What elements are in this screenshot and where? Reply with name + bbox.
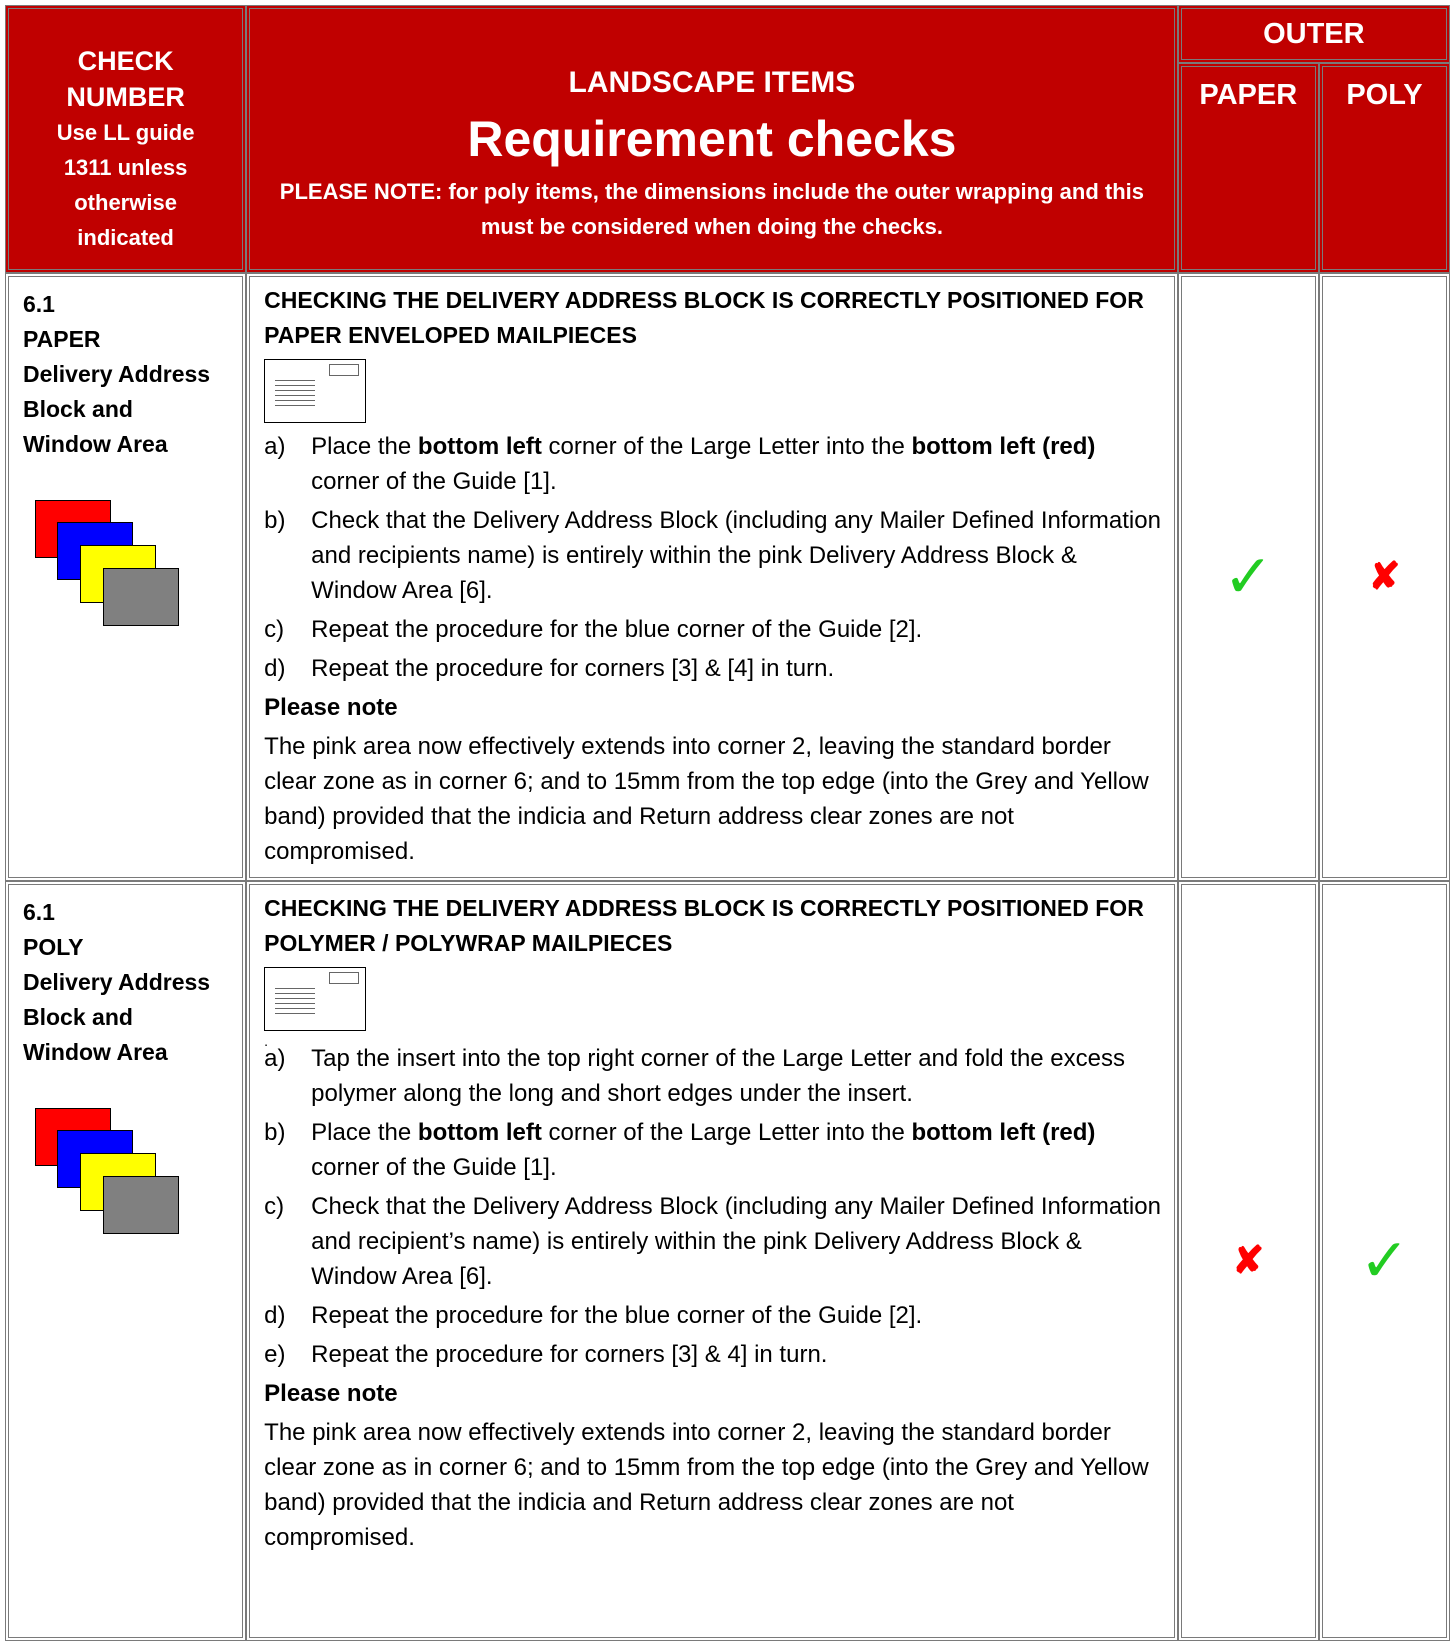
step-item: [264, 1189, 1161, 1294]
step-label: b): [264, 1119, 286, 1146]
poly-result-cell: [1319, 273, 1450, 881]
check-number-line: PAPER: [23, 326, 101, 352]
step-label: a): [264, 1045, 286, 1072]
step-text: Repeat the procedure for corners [3] & [4] in turn.: [311, 655, 835, 682]
step-item: [264, 651, 1161, 686]
check-number-note-line: 1311 unless: [63, 155, 188, 180]
header-main: [246, 5, 1177, 273]
check-number-cell: [5, 273, 246, 881]
envelope-thumbnail-icon: [264, 967, 366, 1031]
check-number-cell: [5, 881, 246, 1641]
step-item: [264, 1115, 1161, 1185]
check-number-line: Window Area: [23, 1039, 168, 1065]
step-text: Repeat the procedure for the blue corner of the Guide [2].: [311, 616, 923, 643]
check-number-line: POLY: [23, 934, 84, 960]
requirement-heading: CHECKING THE DELIVERY ADDRESS BLOCK IS CORRECTLY POSITIONED FOR PAPER ENVELOPED MAILPIECES: [264, 287, 1144, 348]
step-text: Tap the insert into the top right corner of the Large Letter and fold the excess polymer along the long and short edges under the insert.: [311, 1045, 1126, 1107]
step-text: corner of the Large Letter into the: [541, 1119, 912, 1146]
requirement-cell: [246, 881, 1177, 1641]
step-item: [264, 612, 1161, 647]
step-text: Check that the Delivery Address Block (including any Mailer Defined Information and recipients name) is entirely within the pink Delivery Address Block & Window Area [6].: [311, 507, 1161, 604]
guide-corners-icon: [35, 1108, 195, 1248]
check-number-note-line: otherwise: [74, 190, 177, 215]
step-label: a): [264, 433, 286, 460]
please-note-text: The pink area now effectively extends into corner 2, leaving the standard border clear zone as in corner 6; and to 15mm from the top edge (into the Grey and Yellow band) provided that the indicia and Return address clear zones are not compromised.: [264, 1419, 1149, 1551]
header-check-number: [5, 5, 246, 273]
header-poly: POLY: [1319, 63, 1450, 273]
address-lines: [275, 988, 315, 1018]
check-number-note: [9, 115, 242, 255]
cross-mark-icon: ✘: [1232, 1240, 1265, 1282]
requirement-heading: CHECKING THE DELIVERY ADDRESS BLOCK IS CORRECTLY POSITIONED FOR POLYMER / POLYWRAP MAILPIECES: [264, 895, 1144, 956]
requirements-table: [5, 5, 1450, 1641]
step-item: [264, 429, 1161, 499]
check-row: [5, 273, 1450, 881]
please-note-label: Please note: [264, 694, 398, 721]
title-large: Requirement checks: [467, 111, 957, 167]
address-lines: [275, 380, 315, 410]
please-note-text: The pink area now effectively extends into corner 2, leaving the standard border clear zone as in corner 6; and to 15mm from the top edge (into the Grey and Yellow band) provided that the indicia and Return address clear zones are not compromised.: [264, 733, 1149, 865]
step-list: [264, 1041, 1161, 1372]
check-number-note-line: Use LL guide: [56, 120, 195, 145]
paper-result-cell: [1178, 881, 1319, 1641]
guide-corner-swatch: [103, 568, 179, 626]
step-text: bottom left (red): [911, 1119, 1096, 1146]
step-text: Check that the Delivery Address Block (including any Mailer Defined Information and recipient’s name) is entirely within the pink Delivery Address Block & Window Area [6].: [311, 1193, 1161, 1290]
step-text: Place the: [311, 1119, 418, 1146]
cross-mark-icon: ✘: [1368, 556, 1401, 598]
step-label: b): [264, 507, 286, 534]
title-small: LANDSCAPE ITEMS: [568, 66, 856, 99]
check-number-line: Block and: [23, 396, 133, 422]
check-number-line: Window Area: [23, 431, 168, 457]
check-number-line: Delivery Address: [23, 969, 211, 995]
step-label: c): [264, 1193, 285, 1220]
step-text: Repeat the procedure for the blue corner of the Guide [2].: [311, 1302, 923, 1329]
check-mark-icon: ✓: [1223, 543, 1274, 610]
step-item: [264, 1041, 1161, 1111]
step-text: corner of the Guide [1].: [311, 468, 557, 495]
step-item: [264, 1298, 1161, 1333]
step-label: c): [264, 616, 285, 643]
check-mark-icon: ✓: [1359, 1227, 1410, 1294]
check-number-line: 6.1: [23, 899, 55, 925]
step-text: bottom left: [417, 1119, 542, 1146]
step-text: bottom left (red): [911, 433, 1096, 460]
step-text: Repeat the procedure for corners [3] & 4] in turn.: [311, 1341, 828, 1368]
check-number-line: 6.1: [23, 291, 55, 317]
step-text: bottom left: [417, 433, 542, 460]
step-item: [264, 1337, 1161, 1372]
check-number-line: CHECK: [77, 46, 174, 76]
guide-corner-swatch: [103, 1176, 179, 1234]
check-number-line: NUMBER: [66, 82, 185, 112]
stamp-area: [329, 364, 359, 376]
check-row: [5, 881, 1450, 1641]
header-outer: OUTER: [1178, 5, 1450, 63]
check-number-line: Block and: [23, 1004, 133, 1030]
step-item: [264, 503, 1161, 608]
envelope-thumbnail-icon: [264, 359, 366, 423]
poly-result-cell: [1319, 881, 1450, 1641]
requirement-cell: [246, 273, 1177, 881]
step-text: corner of the Large Letter into the: [541, 433, 912, 460]
please-note-label: Please note: [264, 1380, 398, 1407]
step-text: Place the: [311, 433, 418, 460]
check-number-title: [9, 43, 242, 115]
step-label: e): [264, 1341, 286, 1368]
step-label: d): [264, 1302, 286, 1329]
check-number-note-line: indicated: [77, 225, 174, 250]
step-list: [264, 429, 1161, 686]
step-text: corner of the Guide [1].: [311, 1154, 557, 1181]
paper-result-cell: [1178, 273, 1319, 881]
stray-dot: .: [264, 1033, 269, 1049]
stamp-area: [329, 972, 359, 984]
check-number-line: Delivery Address: [23, 361, 211, 387]
guide-corners-icon: [35, 500, 195, 640]
step-label: d): [264, 655, 286, 682]
header-paper: PAPER: [1178, 63, 1319, 273]
header-note: PLEASE NOTE: for poly items, the dimensions include the outer wrapping and this must be considered when doing the checks.: [279, 179, 1144, 239]
